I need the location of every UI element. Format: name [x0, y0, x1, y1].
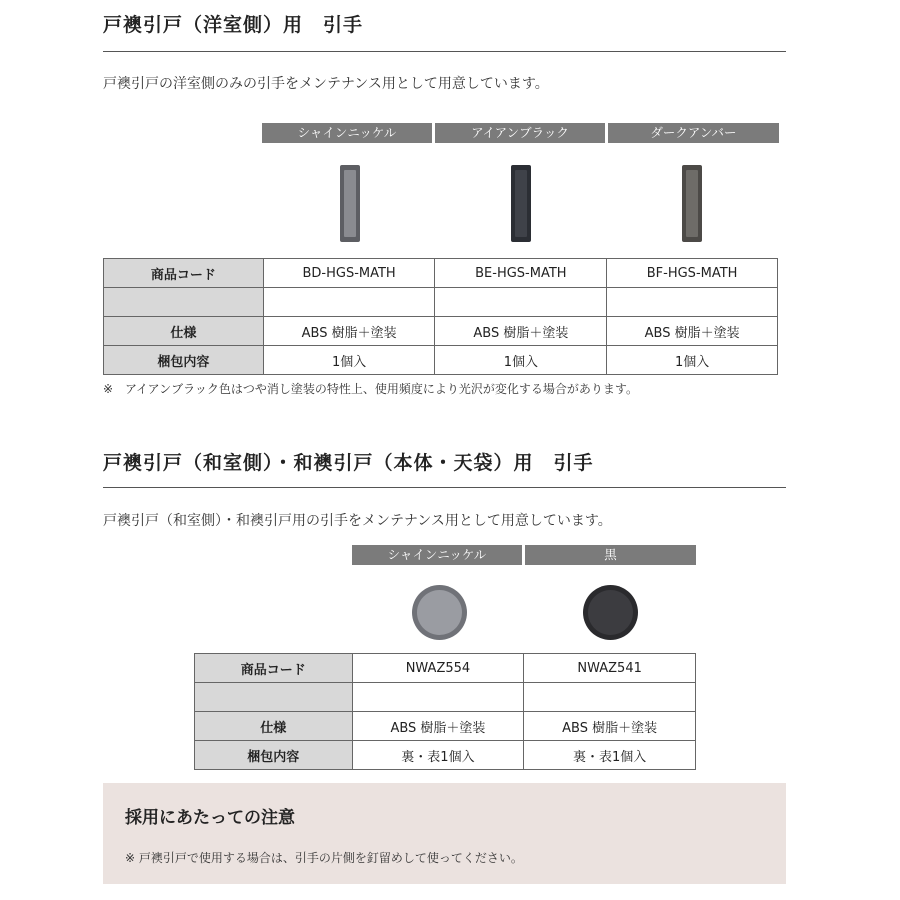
color-label-iron-black: アイアンブラック: [435, 123, 605, 143]
section2-spec-table: [194, 653, 696, 770]
product-pack: 1個入: [607, 346, 778, 375]
section2-color-header: [352, 545, 696, 565]
blank-cell: [607, 288, 778, 317]
blank-cell: [263, 288, 435, 317]
section2-intro: 戸襖引戸（和室側）・和襖引戸用の引手をメンテナンス用として用意しています。: [103, 513, 612, 529]
round-handle-image-black: [583, 585, 638, 640]
product-code: NWAZ554: [352, 654, 524, 683]
product-code: BE-HGS-MATH: [435, 259, 607, 288]
table-row: [104, 259, 778, 288]
row-label-spec: 仕様: [104, 317, 264, 346]
blank-cell: [524, 683, 696, 712]
product-pack: 1個入: [263, 346, 435, 375]
table-row: [195, 654, 696, 683]
table-row: [104, 346, 778, 375]
row-label-code: 商品コード: [195, 654, 353, 683]
section1-intro: 戸襖引戸の洋室側のみの引手をメンテナンス用として用意しています。: [103, 76, 549, 92]
section1-note: ※ アイアンブラック色はつや消し塗装の特性上、使用頻度により光沢が変化する場合があります。: [103, 382, 638, 396]
product-pack: 裏・表1個入: [524, 741, 696, 770]
product-spec: ABS 樹脂＋塗装: [607, 317, 778, 346]
product-spec: ABS 樹脂＋塗装: [263, 317, 435, 346]
section2-divider: [103, 487, 786, 488]
color-label-shine-nickel: シャインニッケル: [352, 545, 522, 565]
section1-color-header: [262, 123, 779, 143]
product-code: NWAZ541: [524, 654, 696, 683]
handle-image-dark-amber: [682, 165, 702, 242]
table-row: [195, 741, 696, 770]
row-label-blank: [104, 288, 264, 317]
row-label-spec: 仕様: [195, 712, 353, 741]
product-spec: ABS 樹脂＋塗装: [524, 712, 696, 741]
table-row: [195, 712, 696, 741]
table-row: [195, 683, 696, 712]
notice-text: ※ 戸襖引戸で使用する場合は、引手の片側を釘留めして使ってください。: [125, 851, 523, 865]
product-code: BF-HGS-MATH: [607, 259, 778, 288]
notice-box: [103, 783, 786, 884]
product-spec: ABS 樹脂＋塗装: [352, 712, 524, 741]
notice-title: 採用にあたっての注意: [125, 808, 295, 828]
section1-spec-table: [103, 258, 778, 375]
row-label-blank: [195, 683, 353, 712]
section2-title: 戸襖引戸（和室側）・和襖引戸（本体・天袋）用 引手: [103, 452, 594, 474]
table-row: [104, 317, 778, 346]
handle-image-shine-nickel: [340, 165, 360, 242]
blank-cell: [435, 288, 607, 317]
handle-image-iron-black: [511, 165, 531, 242]
color-label-black: 黒: [525, 545, 696, 565]
product-pack: 裏・表1個入: [352, 741, 524, 770]
product-pack: 1個入: [435, 346, 607, 375]
row-label-pack: 梱包内容: [195, 741, 353, 770]
section1-title: 戸襖引戸（洋室側）用 引手: [103, 14, 364, 36]
round-handle-image-shine-nickel: [412, 585, 467, 640]
row-label-pack: 梱包内容: [104, 346, 264, 375]
blank-cell: [352, 683, 524, 712]
section1-divider: [103, 51, 786, 52]
color-label-dark-amber: ダークアンバー: [608, 123, 779, 143]
table-row: [104, 288, 778, 317]
row-label-code: 商品コード: [104, 259, 264, 288]
color-label-shine-nickel: シャインニッケル: [262, 123, 432, 143]
product-spec: ABS 樹脂＋塗装: [435, 317, 607, 346]
product-code: BD-HGS-MATH: [263, 259, 435, 288]
